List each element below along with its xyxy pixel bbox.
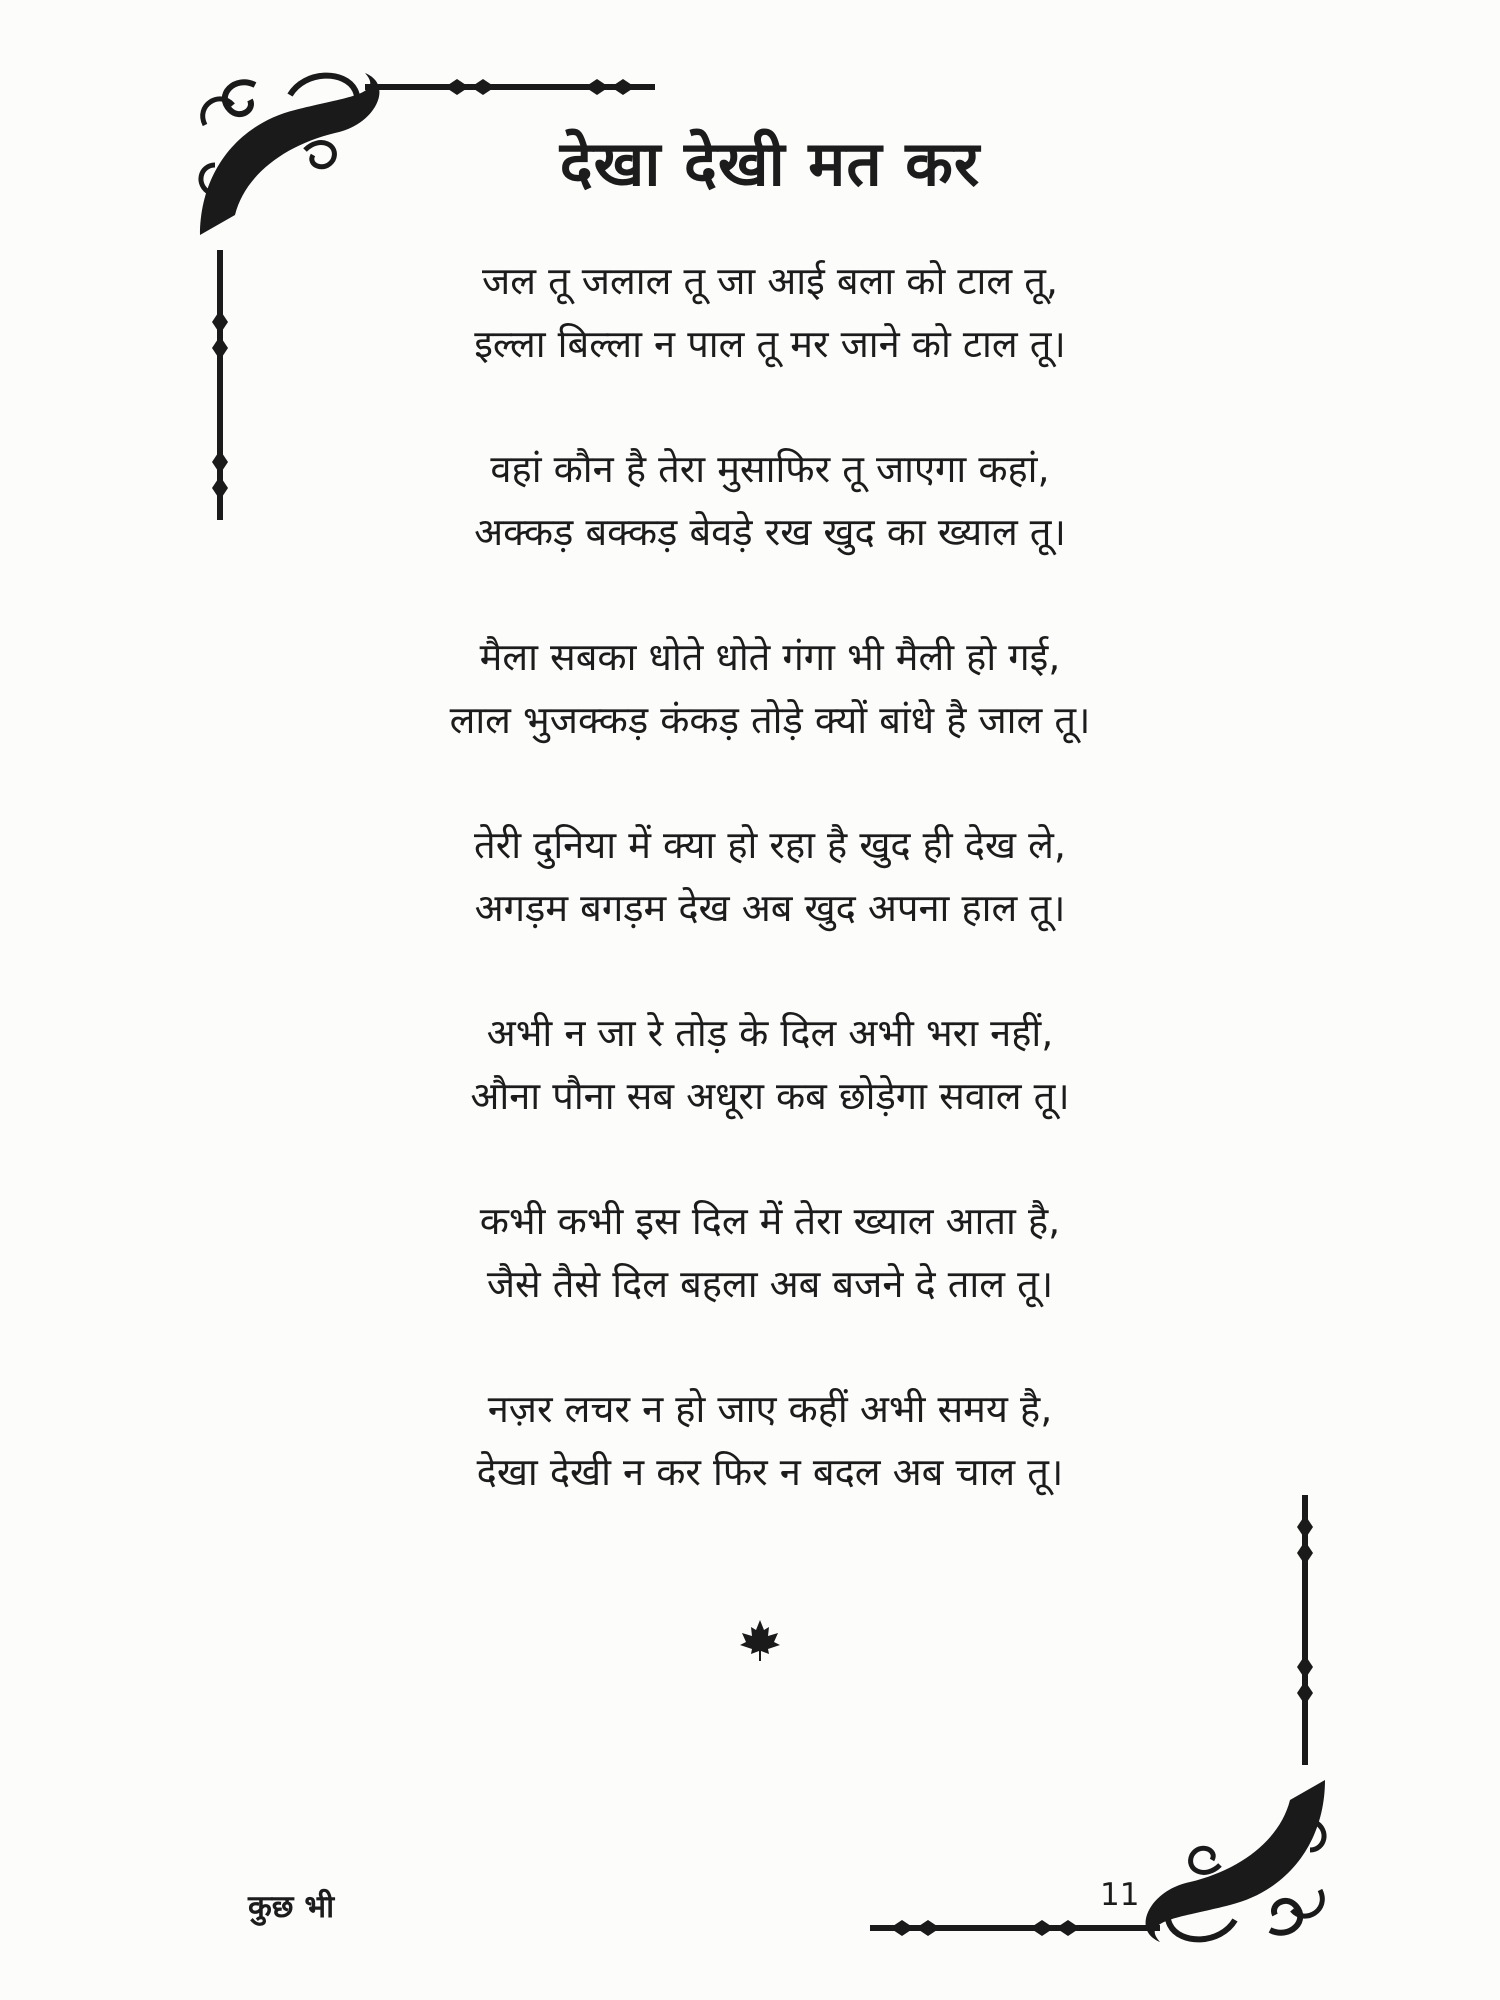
- stanza: [360, 1002, 1180, 1128]
- poem-line: जल तू जलाल तू जा आई बला को टाल तू,: [482, 259, 1058, 303]
- poem-line: वहां कौन है तेरा मुसाफिर तू जाएगा कहां,: [490, 447, 1050, 491]
- book-title: कुछ भी: [248, 1889, 335, 1925]
- poem-line: जैसे तैसे दिल बहला अब बजने दे ताल तू।: [486, 1262, 1054, 1306]
- stanza: [360, 814, 1180, 940]
- poem-line: इल्ला बिल्ला न पाल तू मर जाने को टाल तू।: [474, 322, 1066, 366]
- poem: [360, 250, 1180, 1566]
- stanza: [360, 250, 1180, 376]
- stanza: [360, 1190, 1180, 1316]
- poem-line: कभी कभी इस दिल में तेरा ख्याल आता है,: [479, 1199, 1061, 1243]
- poem-line: तेरी दुनिया में क्या हो रहा है खुद ही देख ले,: [474, 823, 1066, 867]
- poem-line: लाल भुजक्कड़ कंकड़ तोड़े क्यों बांधे है जाल तू।: [449, 698, 1091, 742]
- poem-line: देखा देखी न कर फिर न बदल अब चाल तू।: [476, 1450, 1064, 1494]
- poem-line: अभी न जा रे तोड़ के दिल अभी भरा नहीं,: [486, 1011, 1054, 1055]
- poem-line: मैला सबका धोते धोते गंगा भी मैली हो गई,: [479, 635, 1061, 679]
- page-number: 11: [1100, 1877, 1140, 1913]
- poem-line: औना पौना सब अधूरा कब छोड़ेगा सवाल तू।: [470, 1074, 1070, 1118]
- stanza: [360, 1378, 1180, 1504]
- stanza: [360, 626, 1180, 752]
- page-title: देखा देखी मत कर: [559, 127, 981, 200]
- corner-ornament-bottom-right: [850, 1490, 1330, 1950]
- poem-line: नज़र लचर न हो जाए कहीं अभी समय है,: [487, 1387, 1053, 1431]
- poem-line: अगड़म बगड़म देख अब खुद अपना हाल तू।: [474, 886, 1066, 930]
- maple-leaf-icon: [738, 1618, 782, 1662]
- stanza: [360, 438, 1180, 564]
- poem-line: अक्कड़ बक्कड़ बेवड़े रख खुद का ख्याल तू।: [474, 510, 1066, 554]
